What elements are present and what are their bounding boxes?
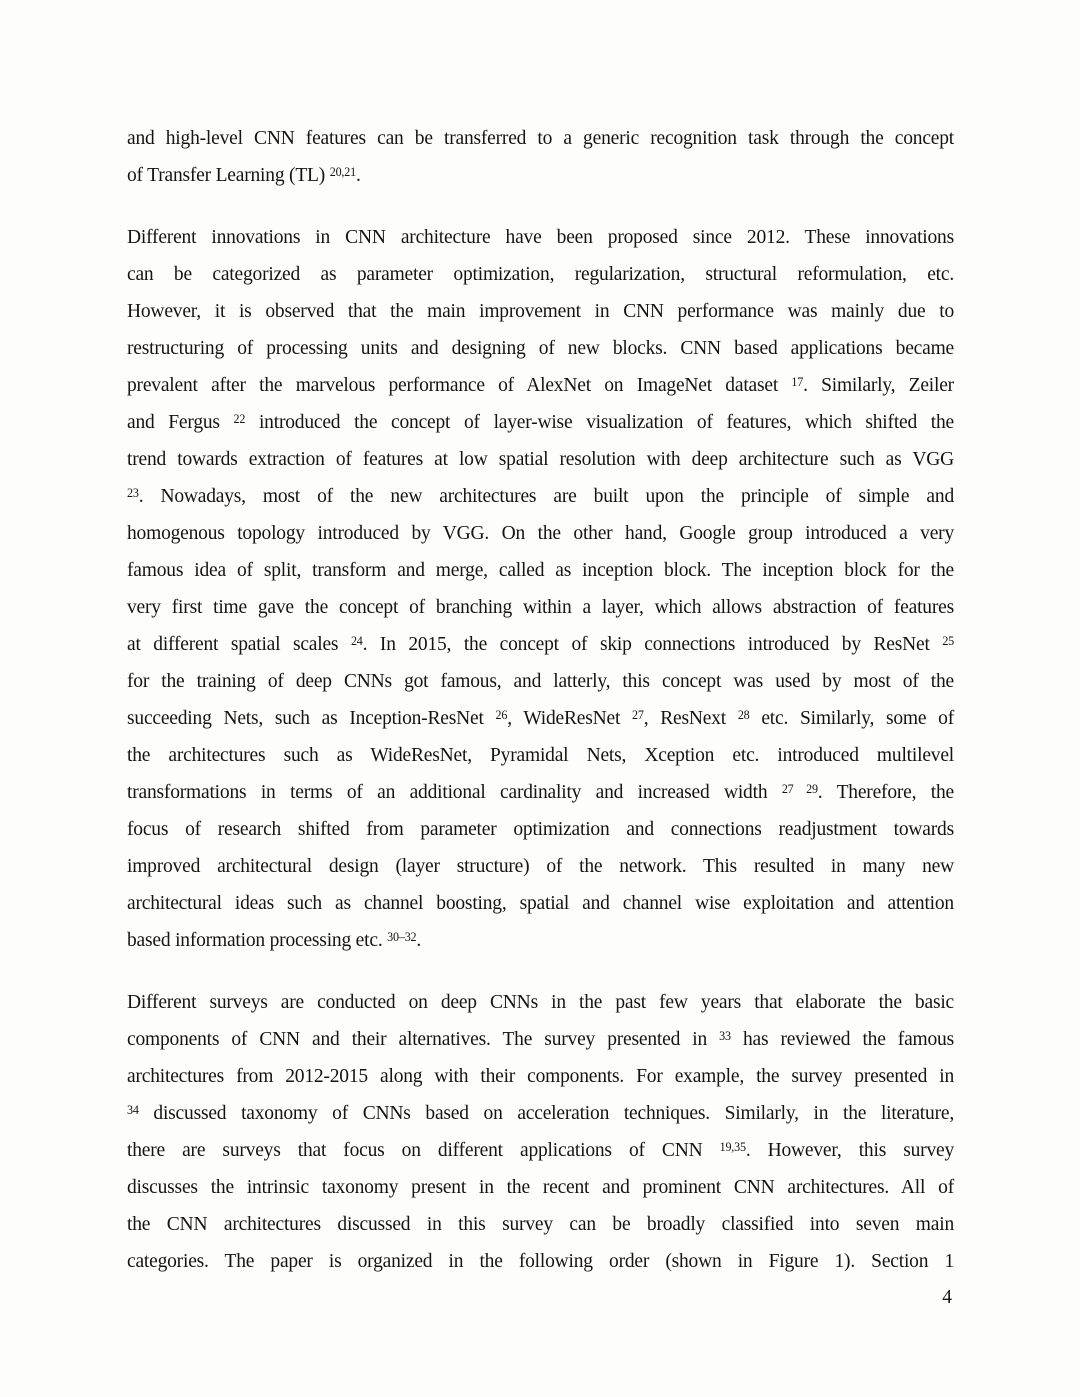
text-run: , WideResNet bbox=[507, 708, 633, 729]
text-line bbox=[127, 984, 954, 1021]
page-number: 4 bbox=[942, 1287, 952, 1308]
text-run: of Transfer Learning (TL) bbox=[127, 165, 330, 186]
text-run: However, it is observed that the main improvement in CNN performance was mainly due to bbox=[127, 301, 954, 322]
text-line bbox=[127, 293, 954, 330]
citation-superscript: 19,35 bbox=[719, 1139, 746, 1154]
text-run: . bbox=[355, 165, 361, 186]
citation-superscript: 20,21 bbox=[329, 164, 356, 179]
text-run: famous idea of split, transform and merge, called as inception block. The inception block for the bbox=[127, 560, 954, 581]
text-run: . In 2015, the concept of skip connections introduced by ResNet bbox=[362, 634, 943, 655]
text-run: introduced the concept of layer-wise visualization of features, which shifted the bbox=[245, 412, 954, 433]
text-run: focus of research shifted from parameter optimization and connections readjustment towards bbox=[127, 819, 954, 840]
citation-superscript: 26 bbox=[495, 707, 508, 722]
text-line bbox=[127, 700, 954, 737]
text-run: discussed taxonomy of CNNs based on acceleration techniques. Similarly, in the literature, bbox=[138, 1103, 954, 1124]
page-body-text bbox=[127, 120, 954, 1305]
citation-superscript: 27 29 bbox=[781, 781, 818, 796]
text-run: components of CNN and their alternatives. The survey presented in bbox=[127, 1029, 720, 1050]
text-run: discusses the intrinsic taxonomy present in the recent and prominent CNN architectures. All of bbox=[127, 1177, 954, 1198]
citation-superscript: 34 bbox=[127, 1102, 139, 1117]
text-line bbox=[127, 552, 954, 589]
text-run: there are surveys that focus on different applications of CNN bbox=[127, 1140, 720, 1161]
text-line bbox=[127, 774, 954, 811]
text-run: has reviewed the famous bbox=[730, 1029, 954, 1050]
text-run: very first time gave the concept of branching within a layer, which allows abstraction of features bbox=[127, 597, 954, 618]
text-line bbox=[127, 1021, 954, 1058]
text-run: . Similarly, Zeiler bbox=[803, 375, 954, 396]
citation-superscript: 33 bbox=[719, 1028, 731, 1043]
paragraph bbox=[127, 120, 954, 194]
citation-superscript: 24 bbox=[350, 633, 363, 648]
text-line bbox=[127, 367, 954, 404]
text-run: . Therefore, the bbox=[817, 782, 954, 803]
text-line bbox=[127, 922, 954, 959]
text-line bbox=[127, 441, 954, 478]
text-line bbox=[127, 885, 954, 922]
citation-superscript: 23 bbox=[127, 485, 139, 500]
text-run: the architectures such as WideResNet, Pyramidal Nets, Xception etc. introduced multilevel bbox=[127, 745, 954, 766]
citation-superscript: 22 bbox=[233, 411, 246, 426]
text-line bbox=[127, 589, 954, 626]
text-line bbox=[127, 737, 954, 774]
text-line bbox=[127, 1095, 954, 1132]
text-run: trend towards extraction of features at low spatial resolution with deep architecture such as VGG bbox=[127, 449, 954, 470]
text-run: Different surveys are conducted on deep CNNs in the past few years that elaborate the basic bbox=[127, 992, 954, 1013]
text-run: homogenous topology introduced by VGG. On the other hand, Google group introduced a very bbox=[127, 523, 954, 544]
text-line bbox=[127, 515, 954, 552]
text-run: , ResNext bbox=[643, 708, 738, 729]
text-run: . Nowadays, most of the new architectures are built upon the principle of simple and bbox=[138, 486, 954, 507]
paragraph bbox=[127, 219, 954, 959]
citation-superscript: 28 bbox=[737, 707, 750, 722]
text-line bbox=[127, 1132, 954, 1169]
text-run: transformations in terms of an additional cardinality and increased width bbox=[127, 782, 782, 803]
text-line bbox=[127, 811, 954, 848]
text-run: architectural ideas such as channel boosting, spatial and channel wise exploitation and attention bbox=[127, 893, 954, 914]
text-run: for the training of deep CNNs got famous, and latterly, this concept was used by most of the bbox=[127, 671, 954, 692]
text-run: Different innovations in CNN architecture have been proposed since 2012. These innovations bbox=[127, 227, 954, 248]
text-line bbox=[127, 1243, 954, 1280]
text-line bbox=[127, 478, 954, 515]
text-line bbox=[127, 219, 954, 256]
citation-superscript: 25 bbox=[942, 633, 954, 648]
text-run: architectures from 2012-2015 along with their components. For example, the survey presented in bbox=[127, 1066, 954, 1087]
text-run: prevalent after the marvelous performance of AlexNet on ImageNet dataset bbox=[127, 375, 792, 396]
citation-superscript: 30–32 bbox=[387, 929, 417, 944]
text-line bbox=[127, 848, 954, 885]
text-line bbox=[127, 157, 954, 194]
paragraph bbox=[127, 984, 954, 1280]
text-line bbox=[127, 1169, 954, 1206]
text-run: etc. Similarly, some of bbox=[749, 708, 955, 729]
text-line bbox=[127, 404, 954, 441]
citation-superscript: 27 bbox=[632, 707, 644, 722]
citation-superscript: 17 bbox=[791, 374, 804, 389]
text-run: at different spatial scales bbox=[127, 634, 351, 655]
text-run: based information processing etc. bbox=[127, 930, 388, 951]
text-run: . However, this survey bbox=[745, 1140, 954, 1161]
text-line bbox=[127, 1058, 954, 1095]
text-run: and Fergus bbox=[127, 412, 234, 433]
text-run: and high-level CNN features can be transferred to a generic recognition task through the concept bbox=[127, 128, 954, 149]
text-run: . bbox=[416, 930, 422, 951]
text-run: improved architectural design (layer structure) of the network. This resulted in many new bbox=[127, 856, 954, 877]
text-run: the CNN architectures discussed in this survey can be broadly classified into seven main bbox=[127, 1214, 954, 1235]
text-run: can be categorized as parameter optimization, regularization, structural reformulation, etc. bbox=[127, 264, 954, 285]
text-line bbox=[127, 120, 954, 157]
text-run: categories. The paper is organized in the following order (shown in Figure 1). Section 1 bbox=[127, 1251, 954, 1272]
text-line bbox=[127, 1206, 954, 1243]
text-line bbox=[127, 330, 954, 367]
text-run: succeeding Nets, such as Inception-ResNet bbox=[127, 708, 496, 729]
text-line bbox=[127, 626, 954, 663]
text-line bbox=[127, 663, 954, 700]
text-line bbox=[127, 256, 954, 293]
text-run: restructuring of processing units and designing of new blocks. CNN based applications became bbox=[127, 338, 954, 359]
